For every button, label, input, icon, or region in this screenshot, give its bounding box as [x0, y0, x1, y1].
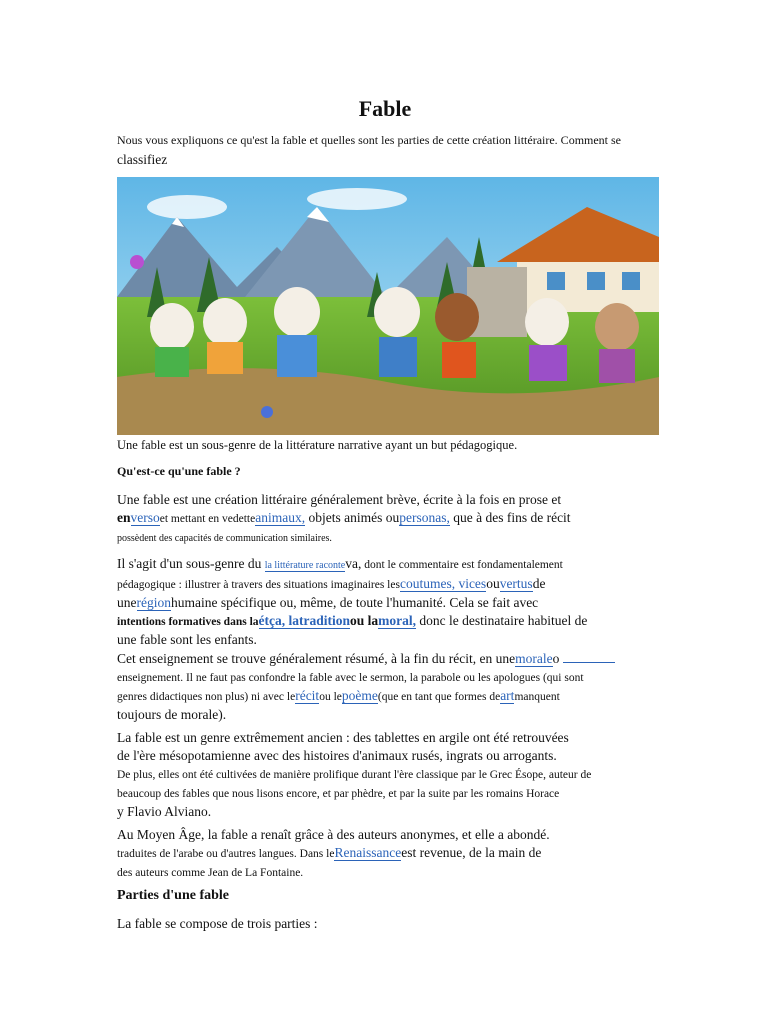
link-morale[interactable]: morale [515, 651, 553, 666]
link-renaissance[interactable]: Renaissance [334, 845, 402, 860]
p4-text-d: beaucoup des fables que nous lisons encore, et par phèdre, et par la suite par les romains Horace [117, 788, 560, 800]
goats-illustration [117, 177, 659, 435]
p1-text-c: et mettant en vedette [159, 513, 256, 525]
p2-text-l: une fable sont les enfants. [117, 632, 257, 647]
paragraph-middle-ages [117, 826, 653, 882]
p4-text-e: y Flavio Alviano. [117, 804, 212, 819]
link-litterature[interactable]: la littérature raconte [264, 560, 346, 571]
p5-text-c: est [401, 845, 417, 860]
link-region[interactable]: région [136, 595, 171, 610]
cartoon-goats-image [117, 177, 659, 435]
blank-line [563, 662, 615, 663]
link-animaux[interactable]: animaux, [255, 510, 306, 525]
p3-text-g: manquent [514, 691, 560, 703]
p5-text-a: Au Moyen Âge, la fable a renaît grâce à des auteurs anonymes, et elle a abondé. [117, 827, 550, 842]
paragraph-history [117, 729, 653, 821]
link-coutumes[interactable]: coutumes, vices [399, 576, 487, 591]
p2-text-h: humaine spécifique ou, même, de toute l'humanité. Cela se fait avec [171, 595, 539, 610]
p1-text-f: possèdent des capacités de communication similaires. [117, 533, 332, 544]
link-verso[interactable]: verso [130, 510, 160, 525]
link-tradition[interactable]: tradition [299, 613, 351, 628]
paragraph-definition [117, 491, 653, 548]
p2-text-b: va, [345, 556, 362, 571]
p4-text-a: La fable est un genre extrêmement ancien : des tablettes en argile ont été retrouvées [117, 730, 569, 745]
p3-text-d: genres didactiques non plus) ni avec le [117, 691, 296, 703]
section-intro: La fable se compose de trois parties : [117, 916, 318, 931]
link-vertus[interactable]: vertus [499, 576, 533, 591]
p2-text-j: ou la [350, 613, 379, 628]
intro-paragraph [117, 131, 653, 170]
p2-text-k: donc le destinataire habituel de [416, 613, 588, 628]
link-etca[interactable]: étça, la [258, 613, 300, 628]
p3-text-a: Cet enseignement se trouve généralement résumé, à la fin du récit, en une [117, 651, 516, 666]
page-title: Fable [358, 96, 412, 121]
p5-text-b: traduites de l'arabe ou d'autres langues. Dans le [117, 848, 335, 860]
p1-text-d: objets animés ou [305, 510, 400, 525]
p3-text-e: ou le [319, 691, 342, 703]
question-heading: Qu'est-ce qu'une fable ? [117, 464, 241, 478]
p3-text-f: (que en tant que formes de [377, 691, 501, 703]
p3-text-c: enseignement. Il ne faut pas confondre la fable avec le sermon, la parabole ou les apologues (qui sont [117, 672, 584, 684]
paragraph-subgenre [117, 555, 653, 649]
section-heading: Parties d'une fable [117, 888, 229, 903]
link-moral[interactable]: moral, [378, 613, 417, 628]
p2-text-d: pédagogique : illustrer à travers des situations imaginaires les [117, 579, 400, 591]
p2-text-a: Il s'agit d'un sous-genre du [117, 556, 265, 571]
p2-text-i: intentions formatives dans la [117, 616, 259, 628]
p4-text-b: de l'ère mésopotamienne avec des histoires d'animaux rusés, ingrats ou arrogants. [117, 748, 557, 763]
p1-text-a: Une fable est une création littéraire généralement brève, écrite à la fois en prose et [117, 492, 562, 507]
p1-text-b: en [117, 510, 131, 525]
link-art[interactable]: art [500, 688, 515, 703]
p1-text-e: que à des fins de récit [449, 510, 571, 525]
p2-text-e: ou [486, 576, 500, 591]
p3-text-h: toujours de morale). [117, 707, 227, 722]
p4-text-c: De plus, elles ont été cultivées de manière prolifique durant l'ère classique par le Grec Ésope, auteur de [117, 769, 592, 781]
intro-line-1: Nous vous expliquons ce qu'est la fable et quelles sont les parties de cette création littéraire. Comment se [117, 133, 622, 147]
p2-text-g: une [117, 595, 137, 610]
p3-text-b: o [552, 651, 560, 666]
p5-text-d: revenue, de la main de [416, 845, 542, 860]
paragraph-teaching [117, 650, 653, 724]
p2-text-f: de [532, 576, 546, 591]
p5-text-e: des auteurs comme Jean de La Fontaine. [117, 867, 304, 879]
link-personas[interactable]: personas, [399, 510, 450, 525]
intro-line-2: classifiez [117, 152, 168, 167]
link-recit[interactable]: récit [295, 688, 320, 703]
image-caption: Une fable est un sous-genre de la littérature narrative ayant un but pédagogique. [117, 438, 518, 452]
p2-text-c: dont le commentaire est fondamentalement [361, 559, 563, 571]
link-poeme[interactable]: poème [341, 688, 378, 703]
